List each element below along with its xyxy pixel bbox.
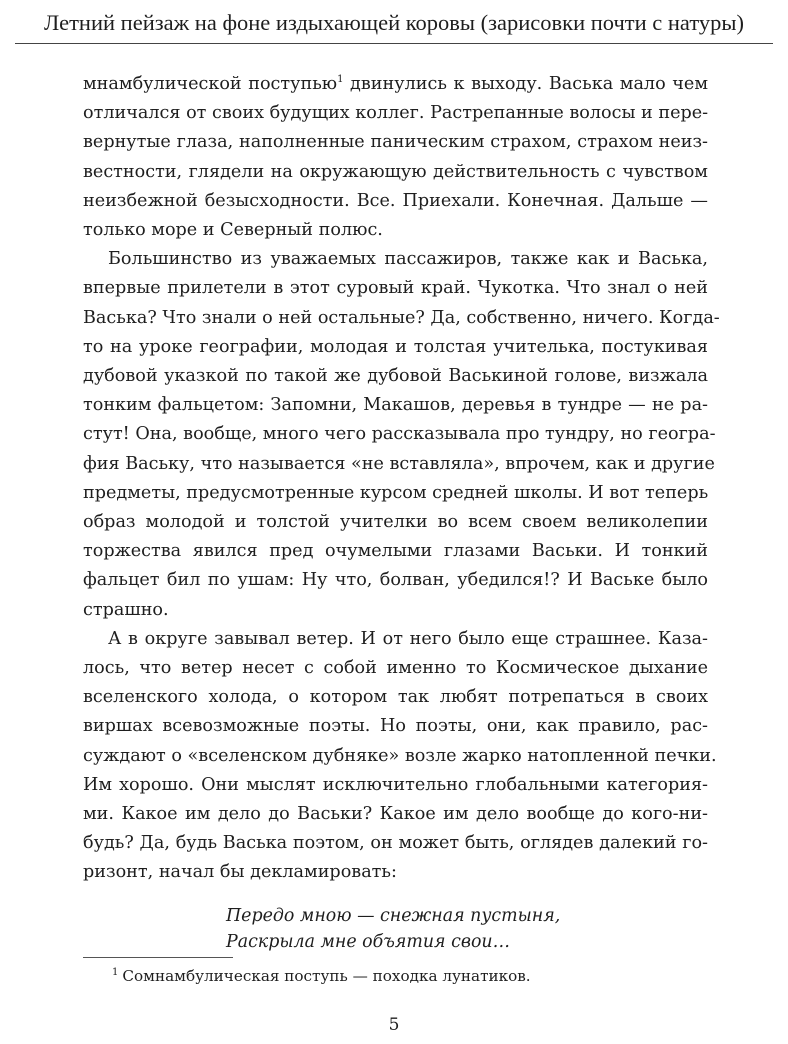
text-line: то на уроке географии, молодая и толстая учителька, постукивая (83, 336, 708, 357)
text-line: вселенского холода, о котором так любят потрепаться в своих (83, 687, 708, 708)
text-line: неизбежной безысходности. Все. Приехали. Конечная. Дальше — (83, 190, 708, 211)
page-number: 5 (388, 1015, 400, 1035)
running-head: Летний пейзаж на фоне издыхающей коровы (зарисовки почти с натуры) (44, 10, 744, 35)
text-fragment: мнамбулической поступью (83, 74, 338, 94)
text-line: страшно. (83, 599, 169, 620)
text-line: виршах всевозможные поэты. Но поэты, они, как правило, рас- (83, 716, 708, 737)
text-line: будь? Да, будь Васька поэтом, он может быть, оглядев далекий го- (83, 833, 708, 854)
text-line: образ молодой и толстой учителки во всем своем великолепии (83, 512, 708, 532)
text-line: предметы, предусмотренные курсом средней школы. И вот теперь (83, 482, 709, 503)
text-line: отличался от своих будущих коллег. Растрепанные волосы и пере- (83, 103, 709, 124)
footnote (112, 964, 531, 988)
header-rule (15, 43, 773, 44)
text-line: Им хорошо. Они мыслят исключительно глобальными категория- (83, 774, 708, 795)
text-line: стут! Она, вообще, много чего рассказывала про тундру, но геогра- (83, 424, 716, 445)
text-line: лось, что ветер несет с собой именно то Космическое дыхание (83, 658, 708, 678)
text-fragment: двинулись к выходу. Васька мало чем (343, 74, 708, 94)
text-line: суждают о «вселенском дубняке» возле жарко натопленной печки. (83, 745, 717, 766)
paragraph-first-line: Большинство из уважаемых пассажиров, также как и Васька, (108, 249, 708, 270)
text-line: только море и Северный полюс. (83, 220, 383, 240)
footnote-rule (83, 957, 233, 958)
paragraph-first-line: А в округе завывал ветер. И от него было еще страшнее. Каза- (108, 628, 708, 649)
text-line: дубовой указкой по такой же дубовой Васькиной голове, визжала (83, 366, 708, 386)
text-line: вернутые глаза, наполненные паническим страхом, страхом неиз- (83, 132, 708, 153)
verse-line: Раскрыла мне объятия свои… (226, 931, 510, 952)
text-line: фия Ваську, что называется «не вставляла», впрочем, как и другие (83, 453, 715, 474)
text-line: фальцет бил по ушам: Ну что, болван, убедился!? И Ваське было (83, 570, 708, 591)
text-line: ми. Какое им дело до Васьки? Какое им дело вообще до кого-ни- (83, 804, 708, 824)
text-line: вестности, глядели на окружающую действительность с чувством (83, 161, 708, 182)
text-line: Васька? Что знали о ней остальные? Да, собственно, ничего. Когда- (83, 307, 720, 328)
verse-line: Передо мною — снежная пустыня, (226, 905, 561, 926)
footnote-text: Сомнамбулическая поступь — походка лунатиков. (122, 967, 531, 985)
text-line: ризонт, начал бы декламировать: (83, 862, 397, 883)
text-line: тонким фальцетом: Запомни, Макашов, деревья в тундре — не ра- (83, 395, 708, 416)
text-line: впервые прилетели в этот суровый край. Чукотка. Что знал о ней (83, 278, 708, 299)
text-line (83, 70, 708, 99)
footnote-reference: 1 (337, 74, 344, 86)
footnote-mark: 1 (112, 966, 119, 978)
text-line: торжества явился пред очумелыми глазами Васьки. И тонкий (83, 541, 708, 562)
